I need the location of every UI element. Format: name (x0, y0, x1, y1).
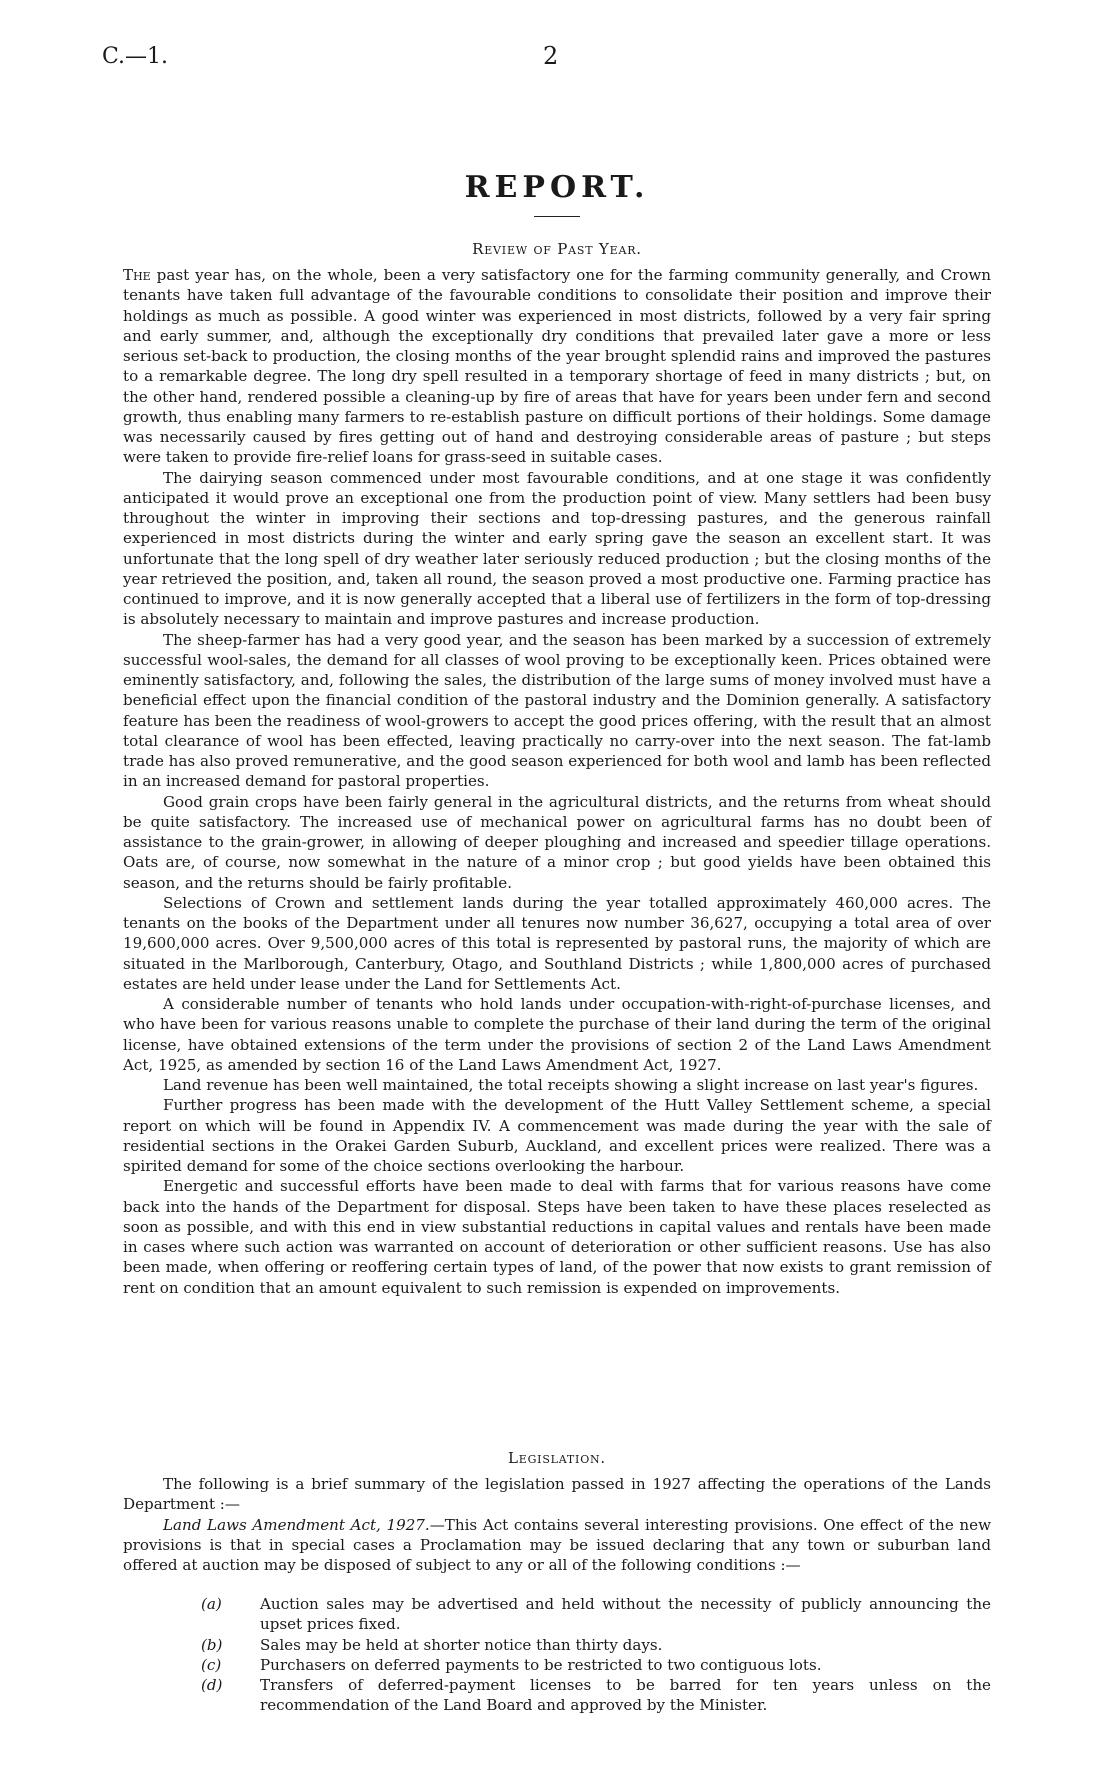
item-label: (c) (201, 1655, 222, 1674)
item-text: Sales may be held at shorter notice than thirty days. (260, 1635, 663, 1654)
paragraph-lead: The (123, 266, 151, 284)
paragraph: The dairying season commenced under most favourable conditions, and at one stage it was confidently anticipated it would prove an exceptional one from the production point of view. Many settlers had been busy throughout the winter in improving their sections and top-dressing pastures, and the generous rainfall experienced in most districts during the winter and early spring gave the season an excellent start. It was unfortunate that the long spell of dry weather later seriously reduced production ; but the closing months of the year retrieved the position, and, taken all round, the season proved a most productive one. Farming practice has continued to improve, and it is now generally accepted that a liberal use of fertilizers in the form of top-dressing is absolutely necessary to maintain and improve pastures and increase production. (123, 468, 991, 629)
item-text: Auction sales may be advertised and held without the necessity of publicly announcing the upset prices fixed. (260, 1595, 991, 1634)
review-section-body (123, 265, 991, 1298)
paragraph (123, 265, 991, 468)
paragraph: The sheep-farmer has had a very good year, and the season has been marked by a succession of extremely successful wool-sales, the demand for all classes of wool proving to be exceptionally keen. Prices obtained were eminently satisfactory, and, following the sales, the distribution of the large sums of money involved must have a beneficial effect upon the financial condition of the pastoral industry and the Dominion generally. A satisfactory feature has been the readiness of wool-growers to accept the good prices offering, with the result that an almost total clearance of wool has been effected, leaving practically no carry-over into the next season. The fat-lamb trade has also proved remunerative, and the good season experienced for both wool and lamb has been reflected in an increased demand for pastoral properties. (123, 630, 991, 791)
title-rule (534, 216, 580, 217)
paragraph: Energetic and successful efforts have been made to deal with farms that for various reasons have come back into the hands of the Department for disposal. Steps have been taken to have these places reselected as soon as possible, and with this end in view substantial reductions in capital values and rentals have been made in cases where such action was warranted on account of deterioration or other sufficient reasons. Use has also been made, when offering or reoffering certain types of land, of the power that now exists to grant remission of rent on condition that an amount equivalent to such remission is expended on improvements. (123, 1177, 991, 1297)
section-heading-legislation: Legislation. (508, 1449, 606, 1467)
list-item (201, 1675, 991, 1716)
act-title: Land Laws Amendment Act, 1927. (163, 1515, 430, 1534)
paragraph: Land revenue has been well maintained, the total receipts showing a slight increase on last year's figures. (163, 1076, 979, 1094)
paragraph: Further progress has been made with the development of the Hutt Valley Settlement scheme, a special report on which will be found in Appendix IV. A commencement was made during the year with the sale of residential sections in the Orakei Garden Suburb, Auckland, and excellent prices were realized. There was a spirited demand for some of the choice sections overlooking the harbour. (123, 1096, 991, 1175)
list-item (201, 1594, 991, 1635)
item-label: (d) (201, 1676, 223, 1694)
page-number: 2 (543, 42, 559, 70)
paragraph: Selections of Crown and settlement lands during the year totalled approximately 460,000 acres. The tenants on the books of the Department under all tenures now number 36,627, occupying a total area of over 19,600,000 acres. Over 9,500,000 acres of this total is represented by pastoral runs, the majority of which are situated in the Marlborough, Canterbury, Otago, and Southland Districts ; while 1,800,000 acres of purchased estates are held under lease under the Land for Settlements Act. (123, 893, 991, 993)
conditions-list (201, 1594, 991, 1716)
legislation-intro: The following is a brief summary of the legislation passed in 1927 affecting the operations of the Lands Department :— (123, 1475, 991, 1514)
paragraph: Good grain crops have been fairly general in the agricultural districts, and the returns from wheat should be quite satisfactory. The increased use of mechanical power on agricultural farms has no doubt been of assistance to the grain-grower, in allowing of deeper ploughing and increased and speedier tillage operations. Oats are, of course, now somewhat in the nature of a minor crop ; but good yields have been obtained this season, and the returns should be fairly profitable. (123, 792, 991, 892)
item-label: (a) (201, 1595, 222, 1613)
section-heading-review: Review of Past Year. (472, 240, 642, 258)
legislation-section-body (123, 1474, 991, 1575)
list-item (201, 1635, 991, 1655)
item-label: (b) (201, 1635, 223, 1654)
paragraph: A considerable number of tenants who hold lands under occupation-with-right-of-purchase licenses, and who have been for various reasons unable to complete the purchase of their land during the term of the original license, have obtained extensions of the term under the provisions of section 2 of the Land Laws Amendment Act, 1925, as amended by section 16 of the Land Laws Amendment Act, 1927. (123, 995, 991, 1074)
document-reference: C.—1. (102, 44, 169, 69)
report-title: REPORT. (464, 170, 650, 205)
item-text: Transfers of deferred-payment licenses to be barred for ten years unless on the recommendation of the Land Board and approved by the Minister. (260, 1676, 991, 1715)
list-item (201, 1655, 991, 1675)
item-text: Purchasers on deferred payments to be restricted to two contiguous lots. (260, 1655, 822, 1674)
paragraph (123, 1515, 991, 1576)
paragraph-text: past year has, on the whole, been a very satisfactory one for the farming community generally, and Crown tenants have taken full advantage of the favourable conditions to consolidate their position and improve their holdings as much as possible. A good winter was experienced in most districts, followed by a very fair spring and early summer, and, although the exceptionally dry conditions that prevailed later gave a more or less serious set-back to production, the closing months of the year brought splendid rains and improved the pastures to a remarkable degree. The long dry spell resulted in a temporary shortage of feed in many districts ; but, on the other hand, rendered possible a cleaning-up by fire of areas that have for years been under fern and second growth, thus enabling many farmers to re-establish pasture on difficult portions of their holdings. Some damage was necessarily caused by fires getting out of hand and destroying considerable areas of pasture ; but steps were taken to provide fire-relief loans for grass-seed in suitable cases. (123, 266, 991, 467)
act-text: —This Act contains several interesting provisions. One effect of the new provisions is that in special cases a Proclamation may be issued declaring that any town or suburban land offered at auction may be disposed of subject to any or all of the following conditions :— (123, 1515, 991, 1574)
